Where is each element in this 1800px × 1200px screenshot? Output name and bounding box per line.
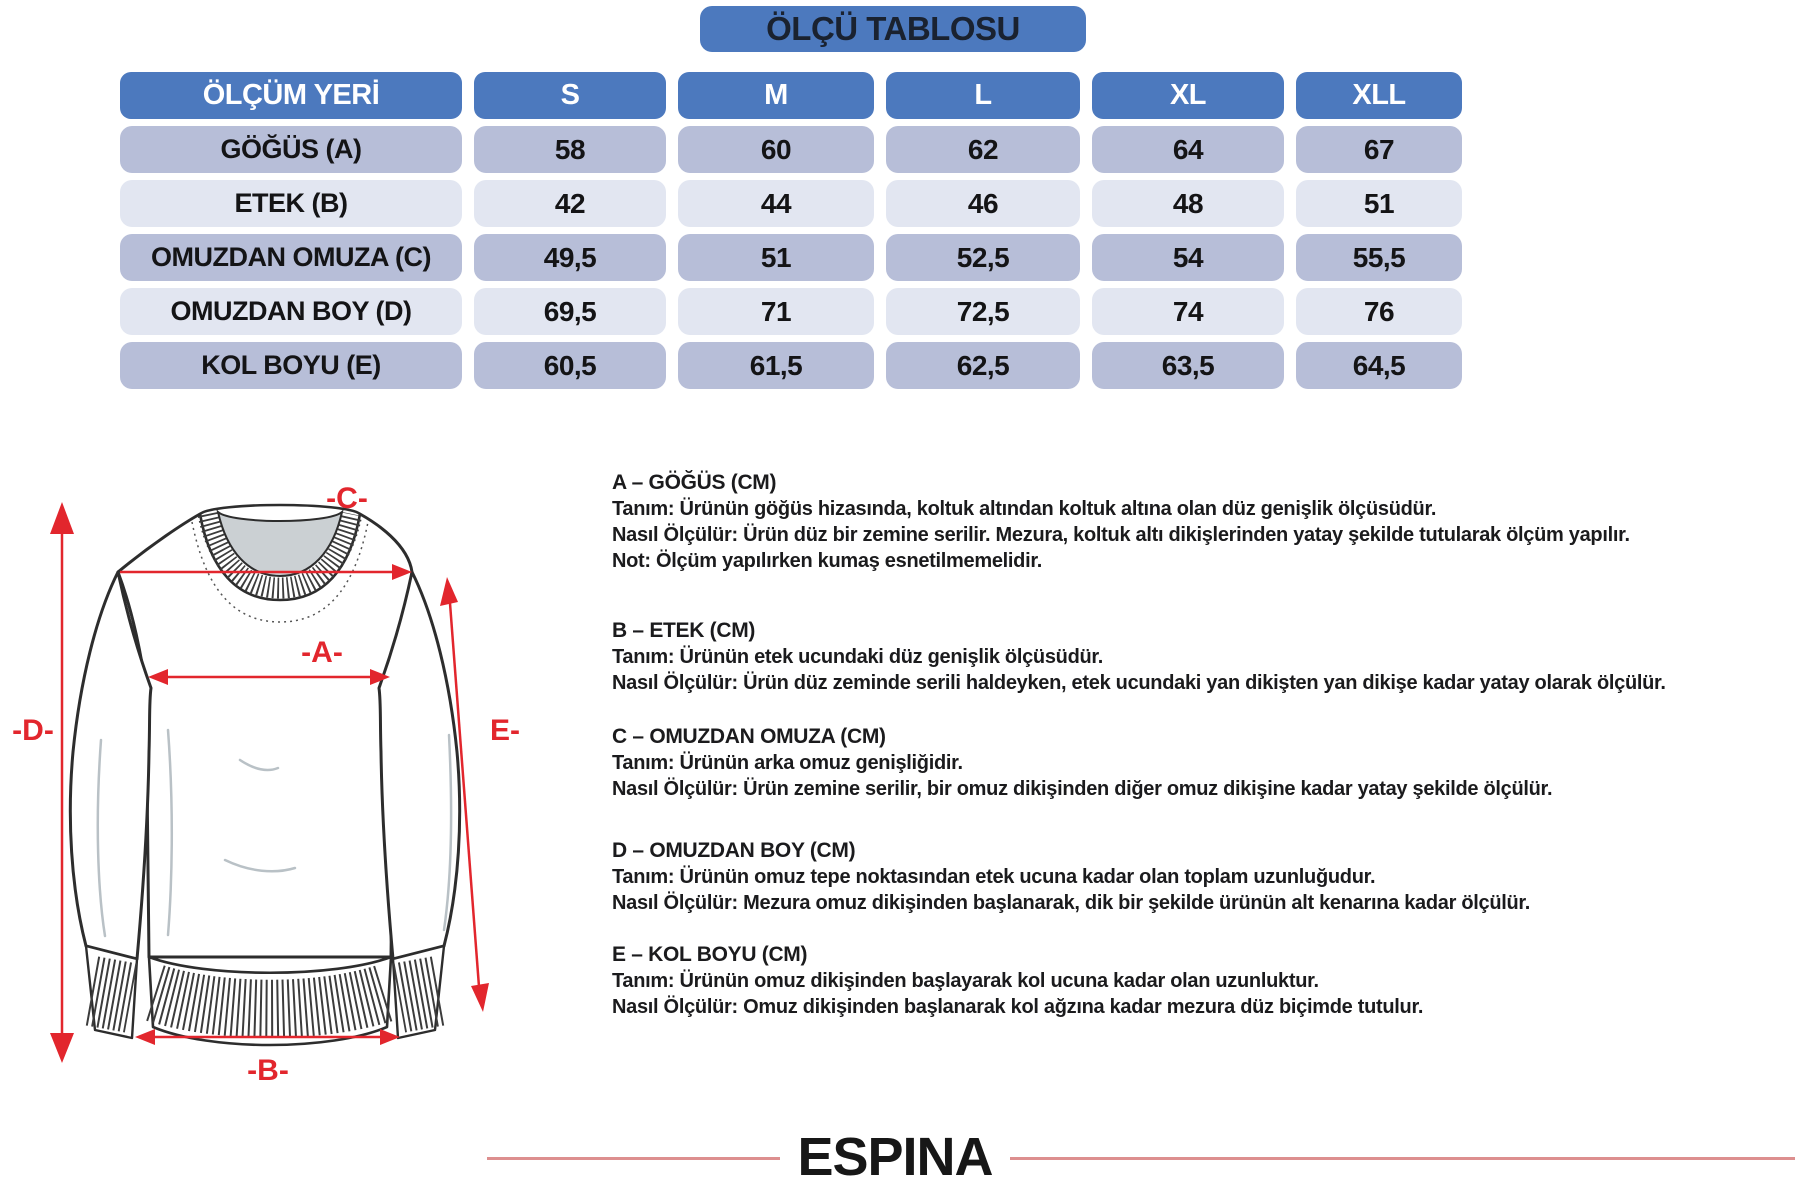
- table-value: 58: [474, 126, 666, 173]
- size-table: [120, 72, 1462, 389]
- measure-column-header: ÖLÇÜM YERİ: [120, 72, 462, 119]
- row-label-omuzdan-boy: OMUZDAN BOY (D): [120, 288, 462, 335]
- table-value: 61,5: [678, 342, 874, 389]
- table-value: 51: [1296, 180, 1462, 227]
- table-value: 62,5: [886, 342, 1080, 389]
- size-header-xl: XL: [1092, 72, 1284, 119]
- brand-divider-right: [1010, 1157, 1795, 1160]
- dim-label-c: -C-: [326, 482, 368, 515]
- description-line: Nasıl Ölçülür: Omuz dikişinden başlanarak kol ağzına kadar mezura düz biçimde tutulur.: [612, 996, 1424, 1018]
- description-block-e: [612, 942, 1423, 1020]
- table-value: 63,5: [1092, 342, 1284, 389]
- description-line: Not: Ölçüm yapılırken kumaş esnetilmemelidir.: [612, 550, 1042, 572]
- row-label-gogus: GÖĞÜS (A): [120, 126, 462, 173]
- description-block-b: [612, 618, 1666, 696]
- description-line: Nasıl Ölçülür: Mezura omuz dikişinden başlanarak, dik bir şekilde ürünün alt kenarına kadar ölçülür.: [612, 892, 1531, 914]
- description-heading: D – OMUZDAN BOY (CM): [612, 839, 856, 862]
- table-value: 51: [678, 234, 874, 281]
- page-title: ÖLÇÜ TABLOSU: [700, 6, 1086, 52]
- description-heading: C – OMUZDAN OMUZA (CM): [612, 725, 886, 748]
- table-value: 46: [886, 180, 1080, 227]
- size-header-s: S: [474, 72, 666, 119]
- description-heading: E – KOL BOYU (CM): [612, 943, 808, 966]
- table-value: 64,5: [1296, 342, 1462, 389]
- description-line: Tanım: Ürünün etek ucundaki düz genişlik ölçüsüdür.: [612, 646, 1104, 668]
- table-value: 49,5: [474, 234, 666, 281]
- description-block-d: [612, 838, 1530, 916]
- row-label-kol-boyu: KOL BOYU (E): [120, 342, 462, 389]
- table-value: 52,5: [886, 234, 1080, 281]
- table-value: 74: [1092, 288, 1284, 335]
- table-value: 72,5: [886, 288, 1080, 335]
- row-label-omuzdan-omuza: OMUZDAN OMUZA (C): [120, 234, 462, 281]
- table-value: 62: [886, 126, 1080, 173]
- table-value: 76: [1296, 288, 1462, 335]
- dim-label-e: E-: [490, 714, 520, 747]
- row-label-etek: ETEK (B): [120, 180, 462, 227]
- brand-divider-left: [487, 1157, 780, 1160]
- table-value: 69,5: [474, 288, 666, 335]
- description-heading: A – GÖĞÜS (CM): [612, 471, 777, 494]
- table-value: 60,5: [474, 342, 666, 389]
- table-value: 60: [678, 126, 874, 173]
- description-line: Tanım: Ürünün omuz tepe noktasından etek ucuna kadar olan toplam uzunluğudur.: [612, 866, 1376, 888]
- table-value: 44: [678, 180, 874, 227]
- table-value: 48: [1092, 180, 1284, 227]
- description-line: Nasıl Ölçülür: Ürün zemine serilir, bir omuz dikişinden diğer omuz dikişine kadar yatay şekilde ölçülür.: [612, 778, 1553, 800]
- description-line: Tanım: Ürünün göğüs hizasında, koltuk altından koltuk altına olan düz genişlik ölçüsüdür.: [612, 498, 1437, 520]
- hem-band: [149, 957, 391, 1045]
- table-value: 42: [474, 180, 666, 227]
- brand-logo: ESPINA: [797, 1127, 993, 1187]
- dim-label-d: -D-: [12, 714, 54, 747]
- dim-label-b: -B-: [247, 1054, 289, 1087]
- size-header-l: L: [886, 72, 1080, 119]
- table-value: 71: [678, 288, 874, 335]
- description-line: Tanım: Ürünün arka omuz genişliğidir.: [612, 752, 963, 774]
- description-block-c: [612, 724, 1552, 802]
- dim-label-a: -A-: [301, 636, 343, 669]
- table-value: 55,5: [1296, 234, 1462, 281]
- table-value: 54: [1092, 234, 1284, 281]
- description-line: Nasıl Ölçülür: Ürün düz zeminde serili haldeyken, etek ucundaki yan dikişten yan dikişe kadar yatay olarak ölçülür.: [612, 672, 1666, 694]
- table-value: 67: [1296, 126, 1462, 173]
- description-line: Nasıl Ölçülür: Ürün düz bir zemine serilir. Mezura, koltuk altı dikişlerinden yatay şekilde tutularak ölçüm yapılır.: [612, 524, 1630, 546]
- sweatshirt-diagram: [0, 430, 560, 1090]
- size-header-xll: XLL: [1296, 72, 1462, 119]
- size-header-m: M: [678, 72, 874, 119]
- description-block-a: [612, 470, 1630, 574]
- description-heading: B – ETEK (CM): [612, 619, 756, 642]
- description-line: Tanım: Ürünün omuz dikişinden başlayarak kol ucuna kadar olan uzunluktur.: [612, 970, 1319, 992]
- table-value: 64: [1092, 126, 1284, 173]
